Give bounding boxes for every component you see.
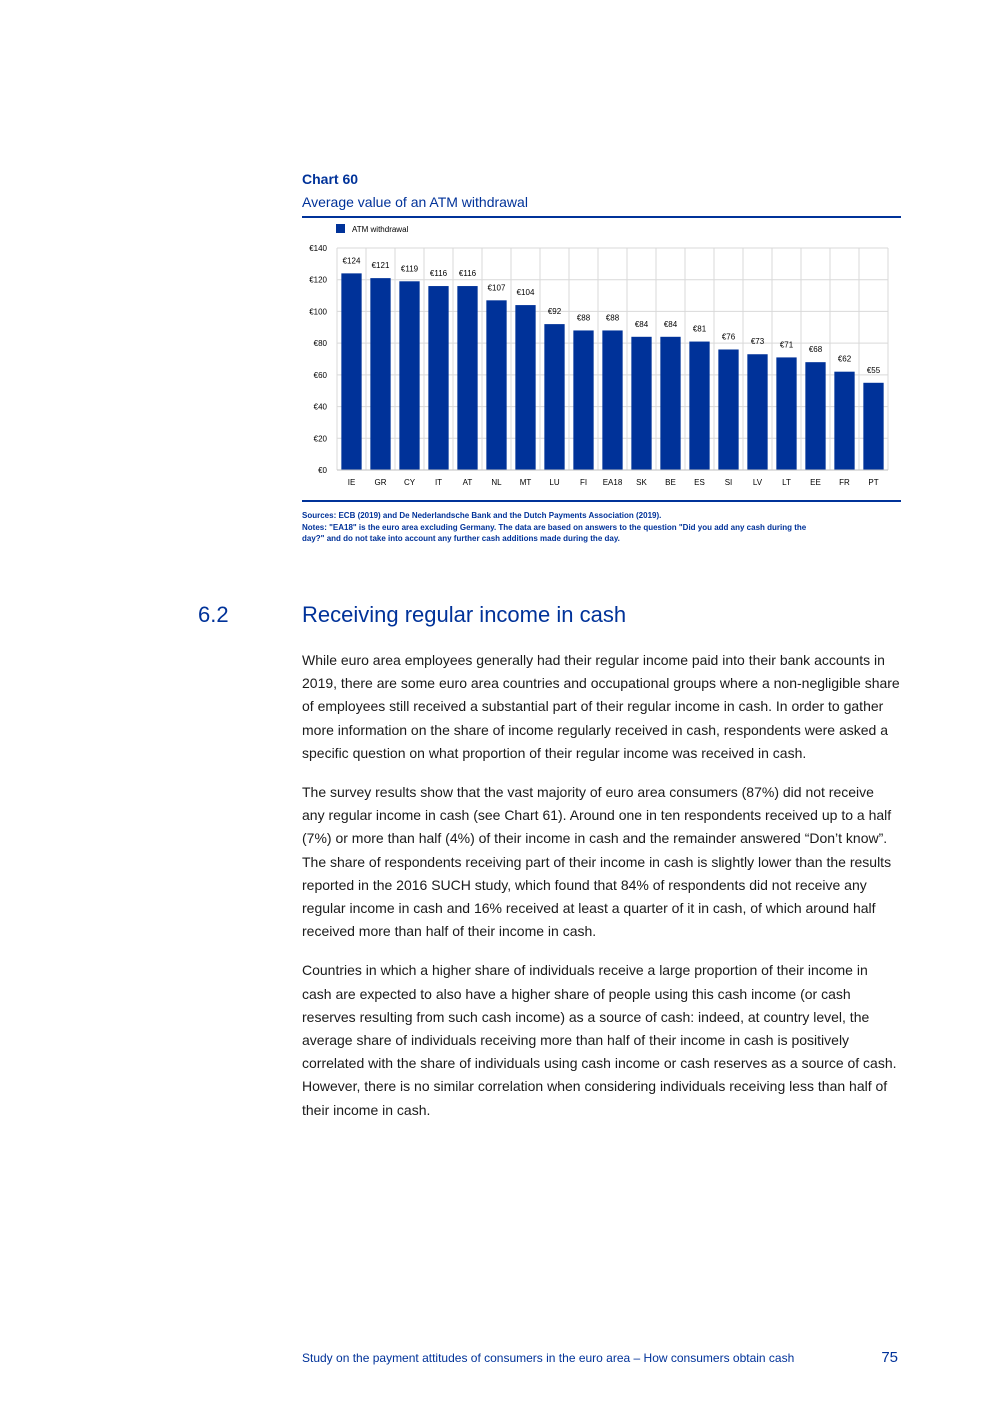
y-tick-label: €140 [309,244,327,253]
bar [805,362,825,470]
bar [660,337,680,470]
bar [602,330,622,470]
data-label: €88 [605,313,620,323]
x-tick-label: LU [549,478,560,487]
legend-swatch [336,224,345,233]
chart-label: Chart 60 [302,171,359,187]
x-tick-label: PT [868,478,879,487]
chart-bottom-rule [302,500,901,502]
x-tick-label: GR [374,478,387,487]
chart-sources: Sources: ECB (2019) and De Nederlandsche Bank and the Dutch Payments Association (2019). [302,511,662,520]
data-label: €116 [429,269,448,279]
data-label: €124 [342,256,361,266]
section-title: Receiving regular income in cash [302,602,627,627]
chart-notes-line1: Notes: "EA18" is the euro area excluding Germany. The data are based on answers to the question "Did you add any cash during the [302,522,807,532]
paragraph: The survey results show that the vast majority of euro area consumers (87%) did not receive any regular income in cash (see Chart 61). Around one in ten respondents received up to a half (7%) or more than half (4%) of their income in cash and the remainder answered “Don’t know”. The share of respondents receiving part of their income in cash is slightly lower than the results reported in the 2016 SUCH study, which found that 84% of respondents did not receive any regular income in cash and 16% received at least a quarter of it in cash, of which around half received more than half of their income in cash. [302,784,892,940]
bar [370,278,390,470]
x-tick-label: IT [434,478,443,487]
paragraph: Countries in which a higher share of individuals receive a large proportion of their income in cash are expected to also have a higher share of people using this cash income (or cash reserves resulting from such cash income) as a source of cash: indeed, at country level, the average share of individuals receiving more than half of their income in cash is positively correlated with the share of individuals using cash income or cash reserves as a source of cash. However, there is no similar correlation when considering individuals receiving less than half of their income in cash. [302,962,897,1118]
y-tick-label: €20 [313,434,327,444]
legend-label: ATM withdrawal [352,225,409,234]
chart-notes [302,510,901,545]
bar [457,286,477,470]
chart-block [302,170,901,545]
y-tick-label: €80 [313,339,327,349]
data-label: €121 [371,261,390,271]
bar [689,342,709,470]
data-label: €62 [837,354,852,364]
data-label: €107 [487,283,506,293]
y-tick-label: €120 [309,275,327,285]
y-tick-label: €0 [318,466,327,475]
data-label: €71 [779,340,794,350]
x-tick-label: SK [636,478,647,487]
data-label: €76 [721,332,736,342]
x-tick-label: CY [403,478,416,487]
bar [399,281,419,470]
data-label: €55 [866,365,881,375]
data-label: €84 [663,319,678,329]
data-label: €119 [400,264,419,274]
data-label: €73 [750,337,765,347]
x-tick-label: ES [694,478,705,487]
y-tick-label: €60 [313,370,327,380]
data-label: €81 [692,324,707,334]
bar [834,372,854,470]
bar [631,337,651,470]
chart-title: Average value of an ATM withdrawal [302,194,528,210]
data-label: €104 [516,288,535,298]
data-label: €88 [576,313,591,323]
chart-notes-line2: day?" and do not take into account any further cash additions made during the day. [302,534,620,543]
section-number: 6.2 [198,602,229,627]
page-number: 75 [881,1349,898,1366]
bar [515,305,535,470]
x-tick-label: FR [839,478,850,487]
body-text [302,649,900,1138]
bar [486,300,506,470]
paragraph: While euro area employees generally had their regular income paid into their bank accounts in 2019, there are some euro area countries and occupational groups where a non-negligible share of employees still received a substantial part of their regular income in cash. In order to gather more information on the share of income regularly received in cash, respondents were asked a specific question on what proportion of their regular income was received in cash. [302,652,900,761]
x-tick-label: IE [347,478,356,487]
x-tick-label: SI [724,478,733,487]
y-tick-label: €100 [309,307,327,317]
bar [747,354,767,470]
x-tick-label: MT [519,478,532,487]
x-tick-label: LV [752,478,763,487]
bar [341,273,361,470]
bar [544,324,564,470]
bar [863,383,883,470]
x-tick-label: AT [462,478,473,487]
x-tick-label: BE [665,478,676,487]
bar [573,330,593,470]
x-tick-label: EE [810,478,821,487]
bar-chart [302,218,901,500]
x-tick-label: EA18 [602,478,623,487]
x-tick-label: NL [491,478,502,487]
data-label: €92 [547,307,562,317]
bar [718,349,738,470]
data-label: €84 [634,319,649,329]
y-tick-label: €40 [313,402,327,412]
bar [428,286,448,470]
data-label: €68 [808,345,823,355]
page-footer [302,1349,900,1369]
bar [776,357,796,470]
x-tick-label: FI [579,478,588,487]
data-label: €116 [458,269,477,279]
x-tick-label: LT [782,478,791,487]
footer-text: Study on the payment attitudes of consumers in the euro area – How consumers obtain cash [302,1351,795,1365]
